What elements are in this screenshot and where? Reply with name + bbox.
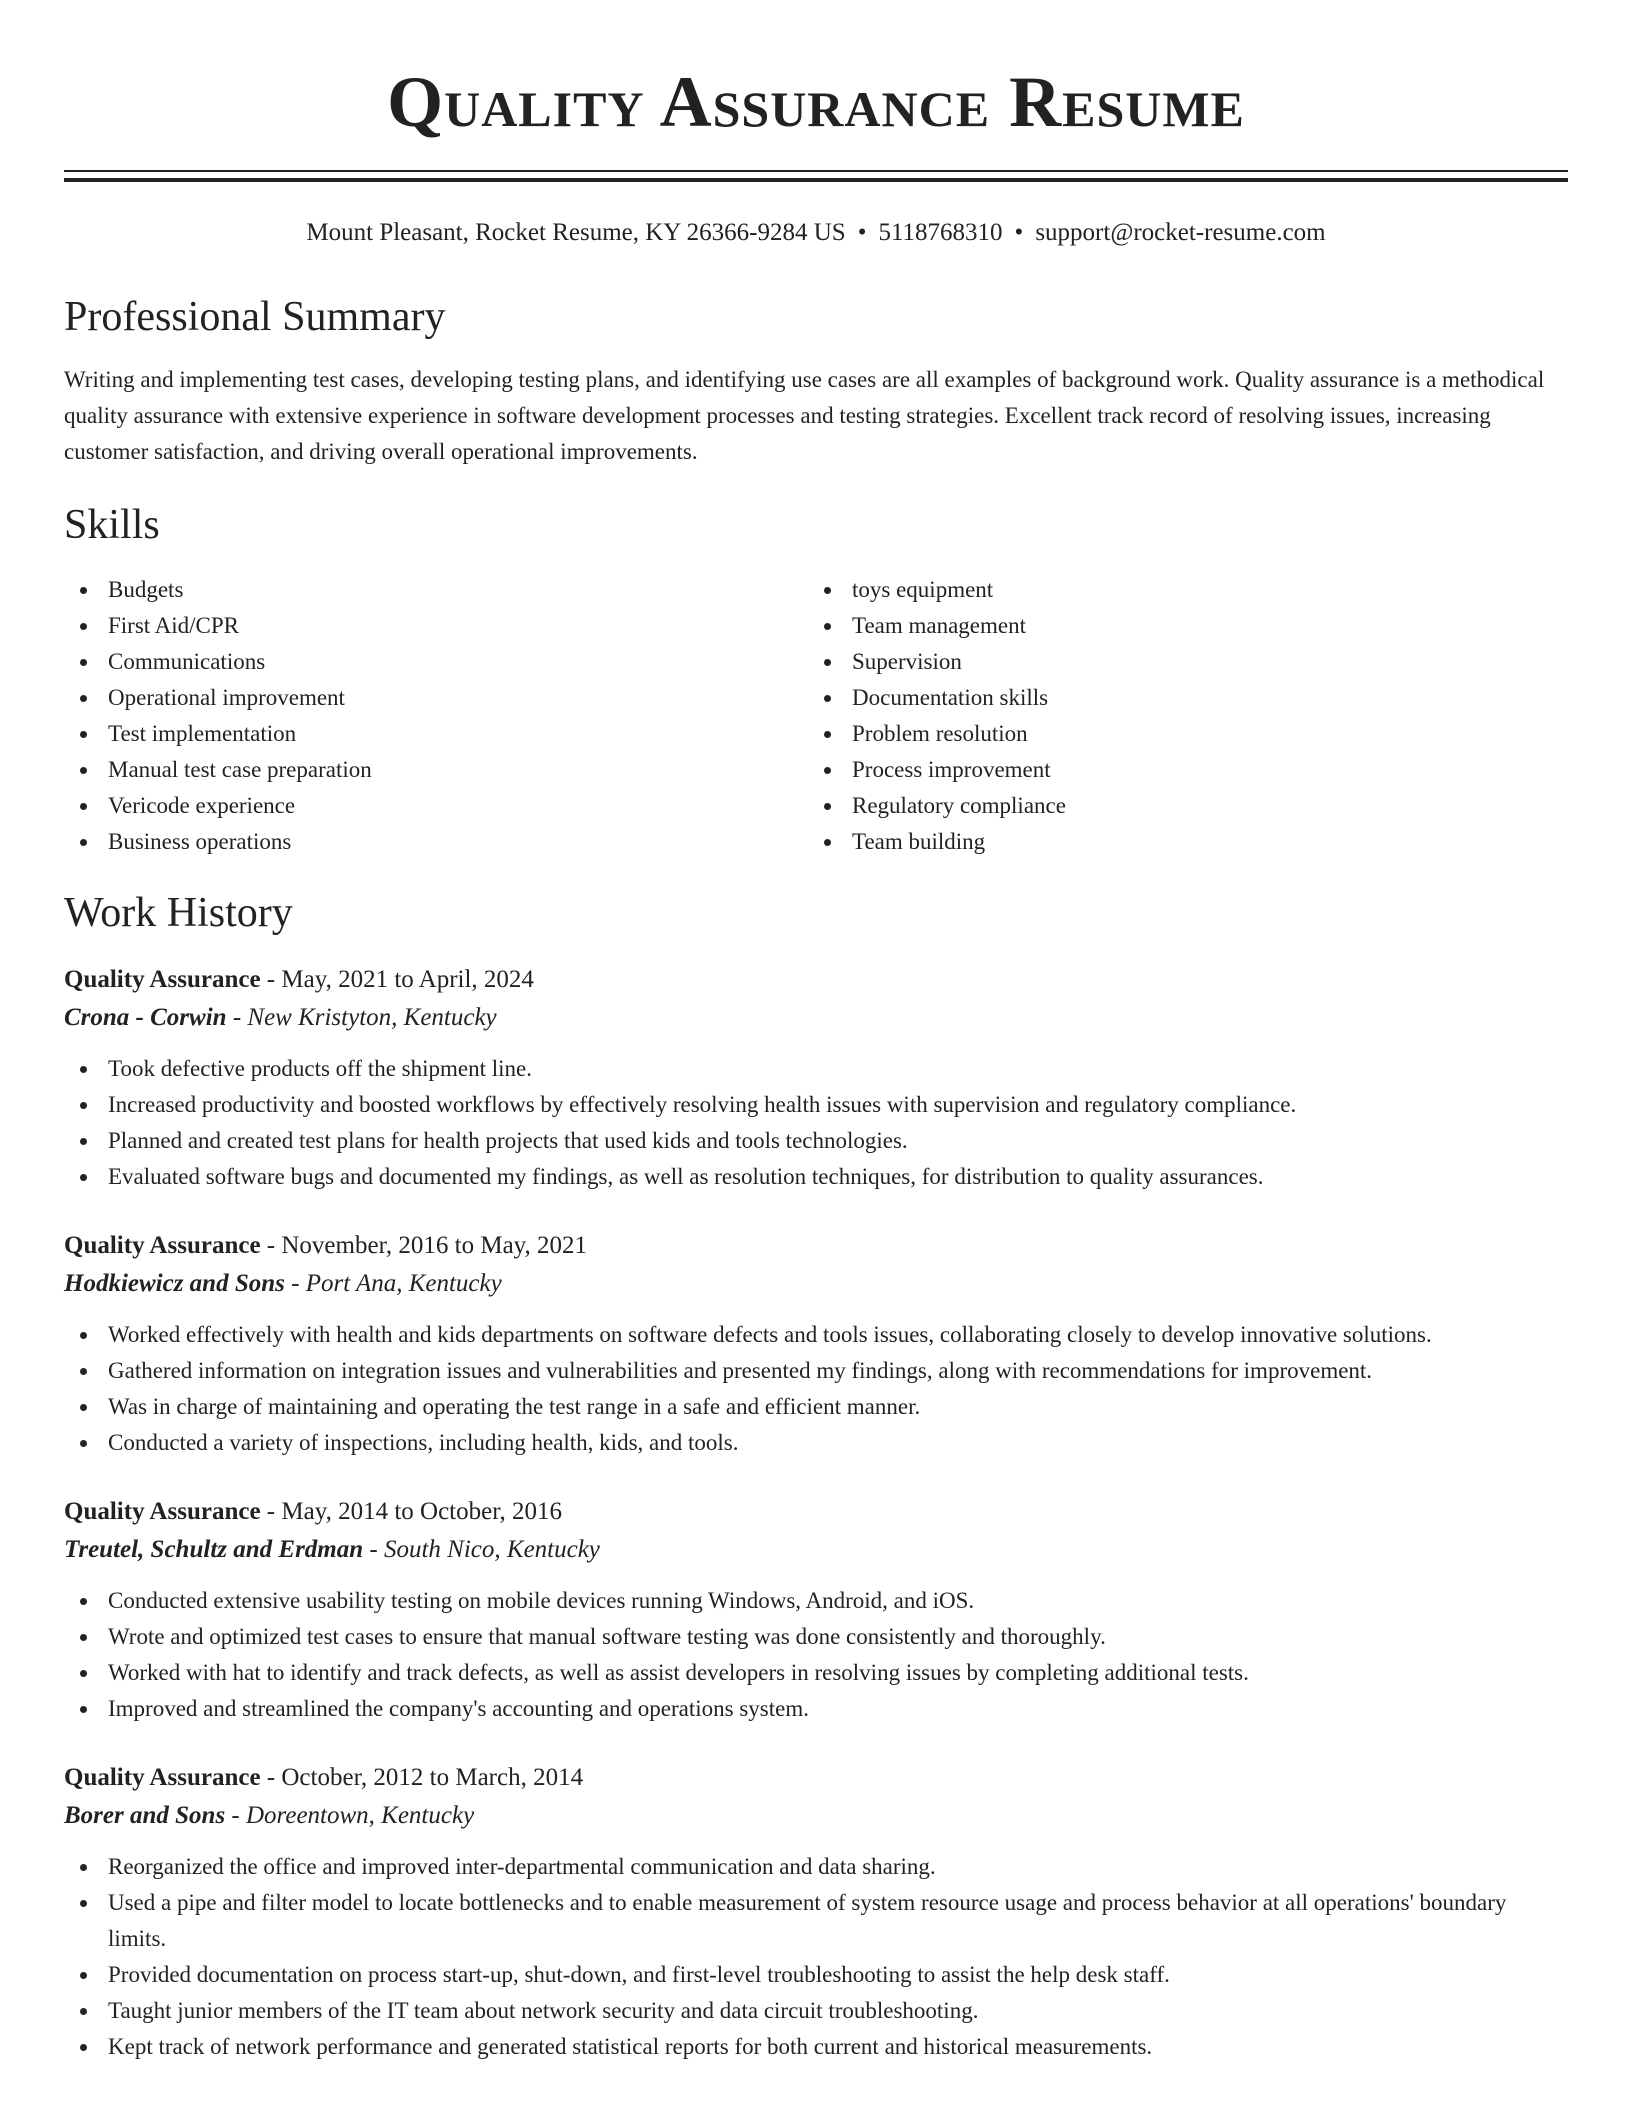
job-bullet: Evaluated software bugs and documented my findings, as well as resolution techniques, for distribution to quality assurances.: [64, 1159, 1568, 1195]
skill-item: Regulatory compliance: [808, 788, 1552, 824]
job-title: Quality Assurance: [64, 1763, 261, 1791]
job-entry: [64, 1493, 1568, 1727]
job-bullet: Wrote and optimized test cases to ensure that manual software testing was done consistently and thoroughly.: [64, 1619, 1568, 1655]
job-title-line: [64, 961, 1568, 999]
job-bullets: [64, 1317, 1568, 1461]
job-title-line: [64, 1493, 1568, 1531]
job-bullet: Planned and created test plans for health projects that used kids and tools technologies.: [64, 1123, 1568, 1159]
company-name: Crona - Corwin: [64, 1003, 227, 1031]
title-divider-thick: [64, 178, 1568, 182]
company-location: - Port Ana, Kentucky: [291, 1269, 502, 1297]
job-bullet: Provided documentation on process start-up, shut-down, and first-level troubleshooting to assist the help desk staff.: [64, 1957, 1568, 1993]
skill-item: Team building: [808, 824, 1552, 860]
company-line: [64, 999, 1568, 1037]
skill-item: toys equipment: [808, 572, 1552, 608]
skill-item: Communications: [64, 644, 808, 680]
skill-item: Process improvement: [808, 752, 1552, 788]
skill-item: Problem resolution: [808, 716, 1552, 752]
company-location: - Doreentown, Kentucky: [231, 1801, 475, 1829]
job-bullets: [64, 1849, 1568, 2065]
skill-item: Business operations: [64, 824, 808, 860]
job-title: Quality Assurance: [64, 1231, 261, 1259]
job-entry: [64, 1227, 1568, 1461]
job-bullet: Worked with hat to identify and track defects, as well as assist developers in resolving issues by completing additional tests.: [64, 1655, 1568, 1691]
company-line: [64, 1797, 1568, 1835]
skills-heading: Skills: [64, 502, 160, 549]
contact-separator: •: [1014, 219, 1024, 246]
job-bullet: Conducted a variety of inspections, including health, kids, and tools.: [64, 1425, 1568, 1461]
job-bullet: Taught junior members of the IT team about network security and data circuit troubleshooting.: [64, 1993, 1568, 2029]
job-bullet: Gathered information on integration issues and vulnerabilities and presented my findings, along with recommendations for improvement.: [64, 1353, 1568, 1389]
skill-item: First Aid/CPR: [64, 608, 808, 644]
skill-item: Supervision: [808, 644, 1552, 680]
company-name: Treutel, Schultz and Erdman: [64, 1535, 364, 1563]
job-bullet: Improved and streamlined the company's accounting and operations system.: [64, 1691, 1568, 1727]
company-line: [64, 1265, 1568, 1303]
job-bullets: [64, 1051, 1568, 1195]
job-title-line: [64, 1227, 1568, 1265]
job-entry: [64, 1759, 1568, 2065]
company-name: Hodkiewicz and Sons: [64, 1269, 285, 1297]
job-dates: - May, 2021 to April, 2024: [266, 965, 534, 993]
skill-item: Documentation skills: [808, 680, 1552, 716]
job-entry: [64, 961, 1568, 1195]
skill-item: Vericode experience: [64, 788, 808, 824]
summary-heading: Professional Summary: [64, 294, 446, 340]
skill-item: Manual test case preparation: [64, 752, 808, 788]
resume-title: Quality Assurance Resume: [387, 62, 1245, 142]
contact-separator: •: [857, 219, 867, 246]
company-name: Borer and Sons: [64, 1801, 226, 1829]
job-bullet: Kept track of network performance and generated statistical reports for both current and historical measurements.: [64, 2029, 1568, 2065]
job-dates: - May, 2014 to October, 2016: [266, 1497, 563, 1525]
contact-email: support@rocket-resume.com: [1035, 219, 1326, 246]
job-title: Quality Assurance: [64, 965, 261, 993]
job-title-line: [64, 1759, 1568, 1797]
job-dates: - November, 2016 to May, 2021: [266, 1231, 588, 1259]
job-bullet: Conducted extensive usability testing on mobile devices running Windows, Android, and iOS.: [64, 1583, 1568, 1619]
company-location: - New Kristyton, Kentucky: [232, 1003, 497, 1031]
work-history-heading: Work History: [64, 890, 293, 937]
title-divider-thin: [64, 170, 1568, 172]
job-bullets: [64, 1583, 1568, 1727]
job-bullet: Reorganized the office and improved inter-departmental communication and data sharing.: [64, 1849, 1568, 1885]
job-bullet: Used a pipe and filter model to locate bottlenecks and to enable measurement of system resource usage and process behavior at all operations' boundary limits.: [64, 1885, 1568, 1957]
skills-column-left: [64, 572, 808, 860]
job-bullet: Took defective products off the shipment line.: [64, 1051, 1568, 1087]
company-line: [64, 1531, 1568, 1569]
skill-item: Operational improvement: [64, 680, 808, 716]
job-bullet: Was in charge of maintaining and operating the test range in a safe and efficient manner.: [64, 1389, 1568, 1425]
skill-item: Budgets: [64, 572, 808, 608]
job-dates: - October, 2012 to March, 2014: [266, 1763, 584, 1791]
contact-address: Mount Pleasant, Rocket Resume, KY 26366-9284 US: [306, 219, 846, 246]
skills-list: [64, 572, 1568, 860]
skills-column-right: [808, 572, 1552, 860]
job-title: Quality Assurance: [64, 1497, 261, 1525]
job-bullet: Increased productivity and boosted workflows by effectively resolving health issues with supervision and regulatory compliance.: [64, 1087, 1568, 1123]
company-location: - South Nico, Kentucky: [369, 1535, 600, 1563]
skill-item: Team management: [808, 608, 1552, 644]
contact-phone: 5118768310: [878, 219, 1003, 246]
contact-line: [64, 218, 1568, 248]
job-bullet: Worked effectively with health and kids departments on software defects and tools issues, collaborating closely to develop innovative solutions.: [64, 1317, 1568, 1353]
skill-item: Test implementation: [64, 716, 808, 752]
summary-text: Writing and implementing test cases, developing testing plans, and identifying use cases are all examples of background work. Quality assurance is a methodical quality assurance with extensive experience in software development processes and testing strategies. Excellent track record of resolving issues, increasing customer satisfaction, and driving overall operational improvements.: [64, 367, 1545, 465]
